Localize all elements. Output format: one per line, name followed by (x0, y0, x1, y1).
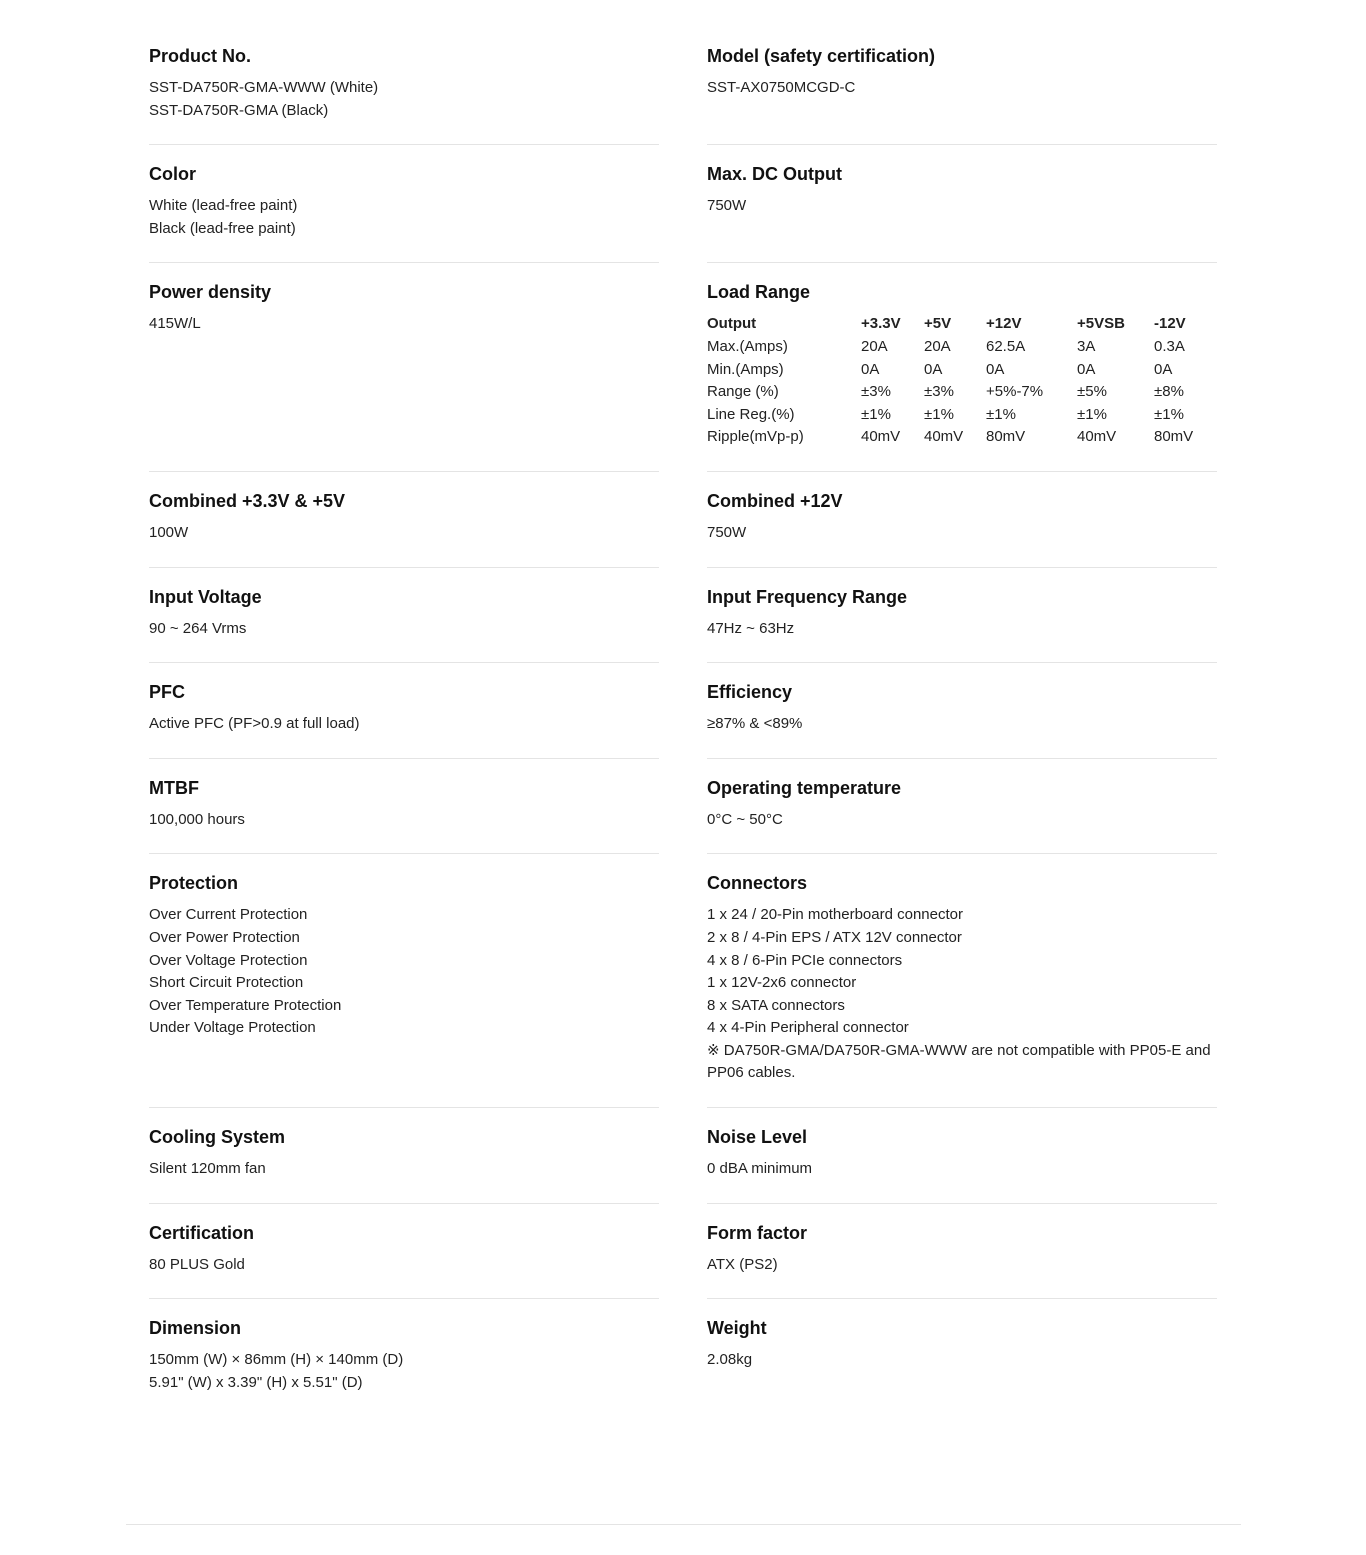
spec-title: PFC (149, 682, 185, 703)
table-cell: Max.(Amps) (707, 337, 788, 355)
table-cell: +5%-7% (986, 383, 1044, 401)
spec-note: ※ DA750R-GMA/DA750R-GMA-WWW are not compatible with PP05-E and PP06 cables. (707, 1041, 1211, 1082)
table-cell: 20A (861, 337, 888, 355)
spec-line: 5.91" (W) x 3.39" (H) x 5.51" (D) (149, 1373, 363, 1391)
spec-connectors (707, 854, 1217, 1108)
spec-title: Power density (149, 282, 272, 303)
spec-line: 100W (149, 523, 189, 541)
load-range-header: -12V (1154, 315, 1186, 333)
spec-protection (149, 854, 659, 1108)
spec-title: Noise Level (707, 1127, 808, 1148)
spec-certification (149, 1204, 659, 1300)
spec-product-no (149, 27, 659, 145)
spec-line: 100,000 hours (149, 810, 245, 828)
spec-title: Input Frequency Range (707, 586, 908, 607)
table-cell: 80mV (986, 428, 1026, 446)
table-cell: ±1% (986, 405, 1016, 423)
load-range-header: Output (707, 315, 757, 333)
spec-value (149, 195, 659, 240)
table-cell: ±1% (1154, 405, 1184, 423)
spec-load-range (707, 263, 1217, 472)
spec-value (149, 1254, 659, 1277)
spec-dimension (149, 1299, 659, 1416)
spec-line: 80 PLUS Gold (149, 1255, 245, 1273)
spec-value (149, 77, 659, 122)
table-cell: ±1% (861, 405, 891, 423)
spec-line: 1 x 12V-2x6 connector (707, 974, 857, 992)
table-cell: 0A (924, 360, 943, 378)
spec-value (707, 809, 1217, 832)
spec-line: White (lead-free paint) (149, 197, 298, 215)
spec-title: Model (safety certification) (707, 46, 936, 66)
spec-title: Max. DC Output (707, 164, 842, 185)
spec-title: Dimension (149, 1318, 242, 1339)
load-range-header: +12V (986, 315, 1022, 333)
table-cell: ±1% (1077, 405, 1107, 423)
spec-combined-33-5 (149, 472, 659, 568)
spec-title: MTBF (149, 777, 199, 798)
load-range-header: +5VSB (1077, 315, 1125, 333)
spec-title: Efficiency (707, 682, 793, 703)
spec-title: Weight (707, 1318, 767, 1339)
load-range-header-row (707, 313, 1214, 336)
spec-max-dc-output (707, 145, 1217, 263)
spec-value (707, 1254, 1217, 1277)
spec-line: 750W (707, 523, 747, 541)
spec-value (149, 1349, 659, 1394)
spec-value (707, 1349, 1217, 1372)
spec-value (149, 618, 659, 641)
table-row (707, 426, 1214, 449)
spec-cooling-system (149, 1108, 659, 1204)
spec-line: 2 x 8 / 4-Pin EPS / ATX 12V connector (707, 928, 962, 946)
footer-divider (126, 1524, 1241, 1525)
spec-title: Cooling System (149, 1127, 286, 1148)
spec-model (707, 27, 1217, 145)
spec-title: Load Range (707, 282, 811, 303)
spec-line: Active PFC (PF>0.9 at full load) (149, 715, 360, 733)
spec-line: ATX (PS2) (707, 1255, 778, 1273)
spec-value (707, 713, 1217, 736)
load-range-header: +5V (924, 315, 952, 333)
spec-line: SST-AX0750MCGD-C (707, 79, 856, 96)
spec-efficiency (707, 663, 1217, 759)
table-cell: ±3% (861, 383, 891, 401)
table-cell: 0.3A (1154, 337, 1185, 355)
spec-value (149, 713, 659, 736)
table-row (707, 404, 1214, 427)
spec-line: 0 dBA minimum (707, 1160, 813, 1178)
table-cell: 0A (1154, 360, 1173, 378)
spec-value (149, 313, 659, 336)
spec-line: 2.08kg (707, 1351, 753, 1369)
table-cell: 40mV (861, 428, 901, 446)
table-cell: 80mV (1154, 428, 1194, 446)
spec-title: Protection (149, 873, 239, 894)
spec-line: 750W (707, 197, 747, 215)
spec-value (149, 809, 659, 832)
spec-value (707, 77, 1217, 100)
table-row (707, 359, 1214, 382)
spec-input-voltage (149, 568, 659, 664)
load-range-header: +3.3V (861, 315, 901, 333)
table-cell: ±1% (924, 405, 954, 423)
spec-value (149, 522, 659, 545)
spec-pfc (149, 663, 659, 759)
spec-title: Combined +3.3V & +5V (149, 490, 346, 511)
spec-value (149, 1158, 659, 1181)
spec-title: Product No. (149, 46, 251, 66)
spec-value (707, 195, 1217, 218)
table-cell: 3A (1077, 337, 1096, 355)
spec-line: Over Voltage Protection (149, 951, 308, 969)
load-range-table (707, 313, 1214, 449)
table-cell: 62.5A (986, 337, 1026, 355)
spec-title: Color (149, 164, 196, 185)
spec-title: Form factor (707, 1222, 808, 1243)
spec-line: 4 x 8 / 6-Pin PCIe connectors (707, 951, 903, 969)
table-cell: 40mV (924, 428, 964, 446)
table-cell: Min.(Amps) (707, 360, 784, 378)
spec-value (707, 522, 1217, 545)
table-cell: Line Reg.(%) (707, 405, 795, 423)
table-cell: ±8% (1154, 383, 1184, 401)
table-row (707, 336, 1214, 359)
spec-line: 4 x 4-Pin Peripheral connector (707, 1019, 909, 1037)
spec-input-frequency (707, 568, 1217, 664)
table-cell: 20A (924, 337, 951, 355)
spec-form-factor (707, 1204, 1217, 1300)
spec-line: ≥87% & <89% (707, 715, 803, 733)
spec-combined-12 (707, 472, 1217, 568)
spec-color (149, 145, 659, 263)
spec-line: SST-DA750R-GMA-WWW (White) (149, 79, 379, 96)
table-cell: Range (%) (707, 383, 779, 401)
spec-line: 0°C ~ 50°C (707, 810, 783, 828)
spec-line: 150mm (W) × 86mm (H) × 140mm (D) (149, 1351, 404, 1369)
spec-mtbf (149, 759, 659, 855)
spec-line: 90 ~ 264 Vrms (149, 619, 247, 637)
spec-title: Input Voltage (149, 586, 262, 607)
table-cell: ±3% (924, 383, 954, 401)
spec-operating-temperature (707, 759, 1217, 855)
spec-weight (707, 1299, 1217, 1416)
spec-title: Operating temperature (707, 777, 902, 798)
table-row (707, 381, 1214, 404)
spec-line: 415W/L (149, 315, 201, 333)
spec-line: Short Circuit Protection (149, 974, 304, 992)
spec-title: Certification (149, 1222, 255, 1243)
spec-title: Connectors (707, 873, 808, 894)
spec-grid (149, 27, 1217, 1416)
spec-value (707, 618, 1217, 641)
spec-line: Over Power Protection (149, 928, 300, 946)
spec-value (149, 904, 659, 1040)
table-cell: ±5% (1077, 383, 1107, 401)
spec-value (707, 904, 1217, 1085)
spec-line: SST-DA750R-GMA (Black) (149, 101, 329, 119)
spec-line: Over Current Protection (149, 906, 308, 924)
spec-line: Black (lead-free paint) (149, 219, 296, 237)
spec-line: 1 x 24 / 20-Pin motherboard connector (707, 906, 963, 924)
table-cell: Ripple(mVp-p) (707, 428, 804, 446)
spec-line: 47Hz ~ 63Hz (707, 619, 795, 637)
spec-line: 8 x SATA connectors (707, 996, 845, 1014)
spec-line: Under Voltage Protection (149, 1019, 316, 1037)
spec-line: Silent 120mm fan (149, 1160, 266, 1178)
table-cell: 0A (1077, 360, 1096, 378)
spec-title: Combined +12V (707, 490, 843, 511)
spec-noise-level (707, 1108, 1217, 1204)
spec-line: Over Temperature Protection (149, 996, 342, 1014)
spec-power-density (149, 263, 659, 472)
table-cell: 0A (861, 360, 880, 378)
table-cell: 0A (986, 360, 1005, 378)
spec-value (707, 1158, 1217, 1181)
table-cell: 40mV (1077, 428, 1117, 446)
